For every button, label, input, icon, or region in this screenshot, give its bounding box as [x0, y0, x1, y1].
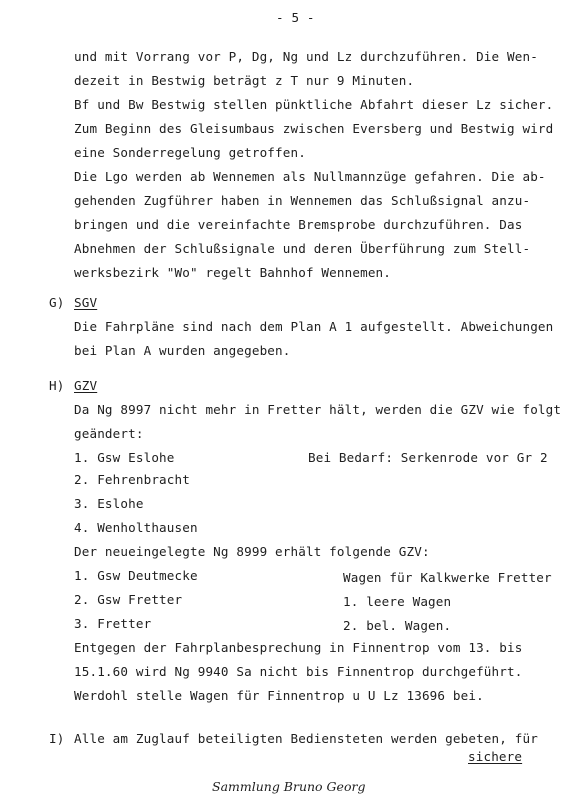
list-right: 1. leere Wagen — [343, 594, 452, 609]
text-line: Werdohl stelle Wagen für Finnentrop u U Lz 13696 bei. — [74, 688, 484, 703]
section-heading: GZV — [74, 378, 98, 393]
text-line: Die Lgo werden ab Wennemen als Nullmannzüge gefahren. Die ab- — [74, 169, 546, 184]
list-item: 4. Wenholthausen — [74, 520, 198, 535]
list-item: 2. Gsw Fretter — [74, 592, 183, 607]
text-line: bei Plan A wurden angegeben. — [74, 343, 291, 358]
text-line: gehenden Zugführer haben in Wennemen das Schlußsignal anzu- — [74, 193, 531, 208]
text-line: Die Fahrpläne sind nach dem Plan A 1 aufgestellt. Abweichungen — [74, 319, 554, 334]
list-right: 2. bel. Wagen. — [343, 618, 452, 633]
footer-stamp: Sammlung Bruno Georg — [212, 779, 366, 794]
text-line: werksbezirk "Wo" regelt Bahnhof Wennemen. — [74, 265, 392, 280]
text-line: Zum Beginn des Gleisumbaus zwischen Eversberg und Bestwig wird — [74, 121, 554, 136]
text-line: Der neueingelegte Ng 8999 erhält folgende GZV: — [74, 544, 430, 559]
text-line: eine Sonderregelung getroffen. — [74, 145, 306, 160]
text-line: Entgegen der Fahrplanbesprechung in Finnentrop vom 13. bis — [74, 640, 523, 655]
text-line: Alle am Zuglauf beteiligten Bediensteten werden gebeten, für — [74, 731, 538, 746]
text-line: Abnehmen der Schlußsignale und deren Überführung zum Stell- — [74, 241, 531, 256]
section-marker: H) — [49, 378, 65, 393]
text-line: 15.1.60 wird Ng 9940 Sa nicht bis Finnentrop durchgeführt. — [74, 664, 523, 679]
list-item: 1. Gsw Deutmecke — [74, 568, 198, 583]
page-number: - 5 - — [276, 10, 315, 25]
list-right: Wagen für Kalkwerke Fretter — [343, 570, 552, 585]
list-item: 1. Gsw Eslohe — [74, 450, 175, 465]
list-item: 2. Fehrenbracht — [74, 472, 190, 487]
section-heading: SGV — [74, 295, 98, 310]
list-item: 3. Fretter — [74, 616, 152, 631]
text-line: und mit Vorrang vor P, Dg, Ng und Lz durchzuführen. Die Wen- — [74, 49, 538, 64]
section-marker: G) — [49, 295, 65, 310]
text-line: dezeit in Bestwig beträgt z T nur 9 Minuten. — [74, 73, 415, 88]
text-line: Bf und Bw Bestwig stellen pünktliche Abfahrt dieser Lz sicher. — [74, 97, 554, 112]
list-item: 3. Eslohe — [74, 496, 144, 511]
continuation-word: sichere — [468, 749, 523, 764]
section-marker: I) — [49, 731, 65, 746]
text-line: Da Ng 8997 nicht mehr in Fretter hält, werden die GZV wie folgt — [74, 402, 562, 417]
text-line: geändert: — [74, 426, 144, 441]
list-note: Bei Bedarf: Serkenrode vor Gr 2 — [308, 450, 548, 465]
text-line: bringen und die vereinfachte Bremsprobe durchzuführen. Das — [74, 217, 523, 232]
